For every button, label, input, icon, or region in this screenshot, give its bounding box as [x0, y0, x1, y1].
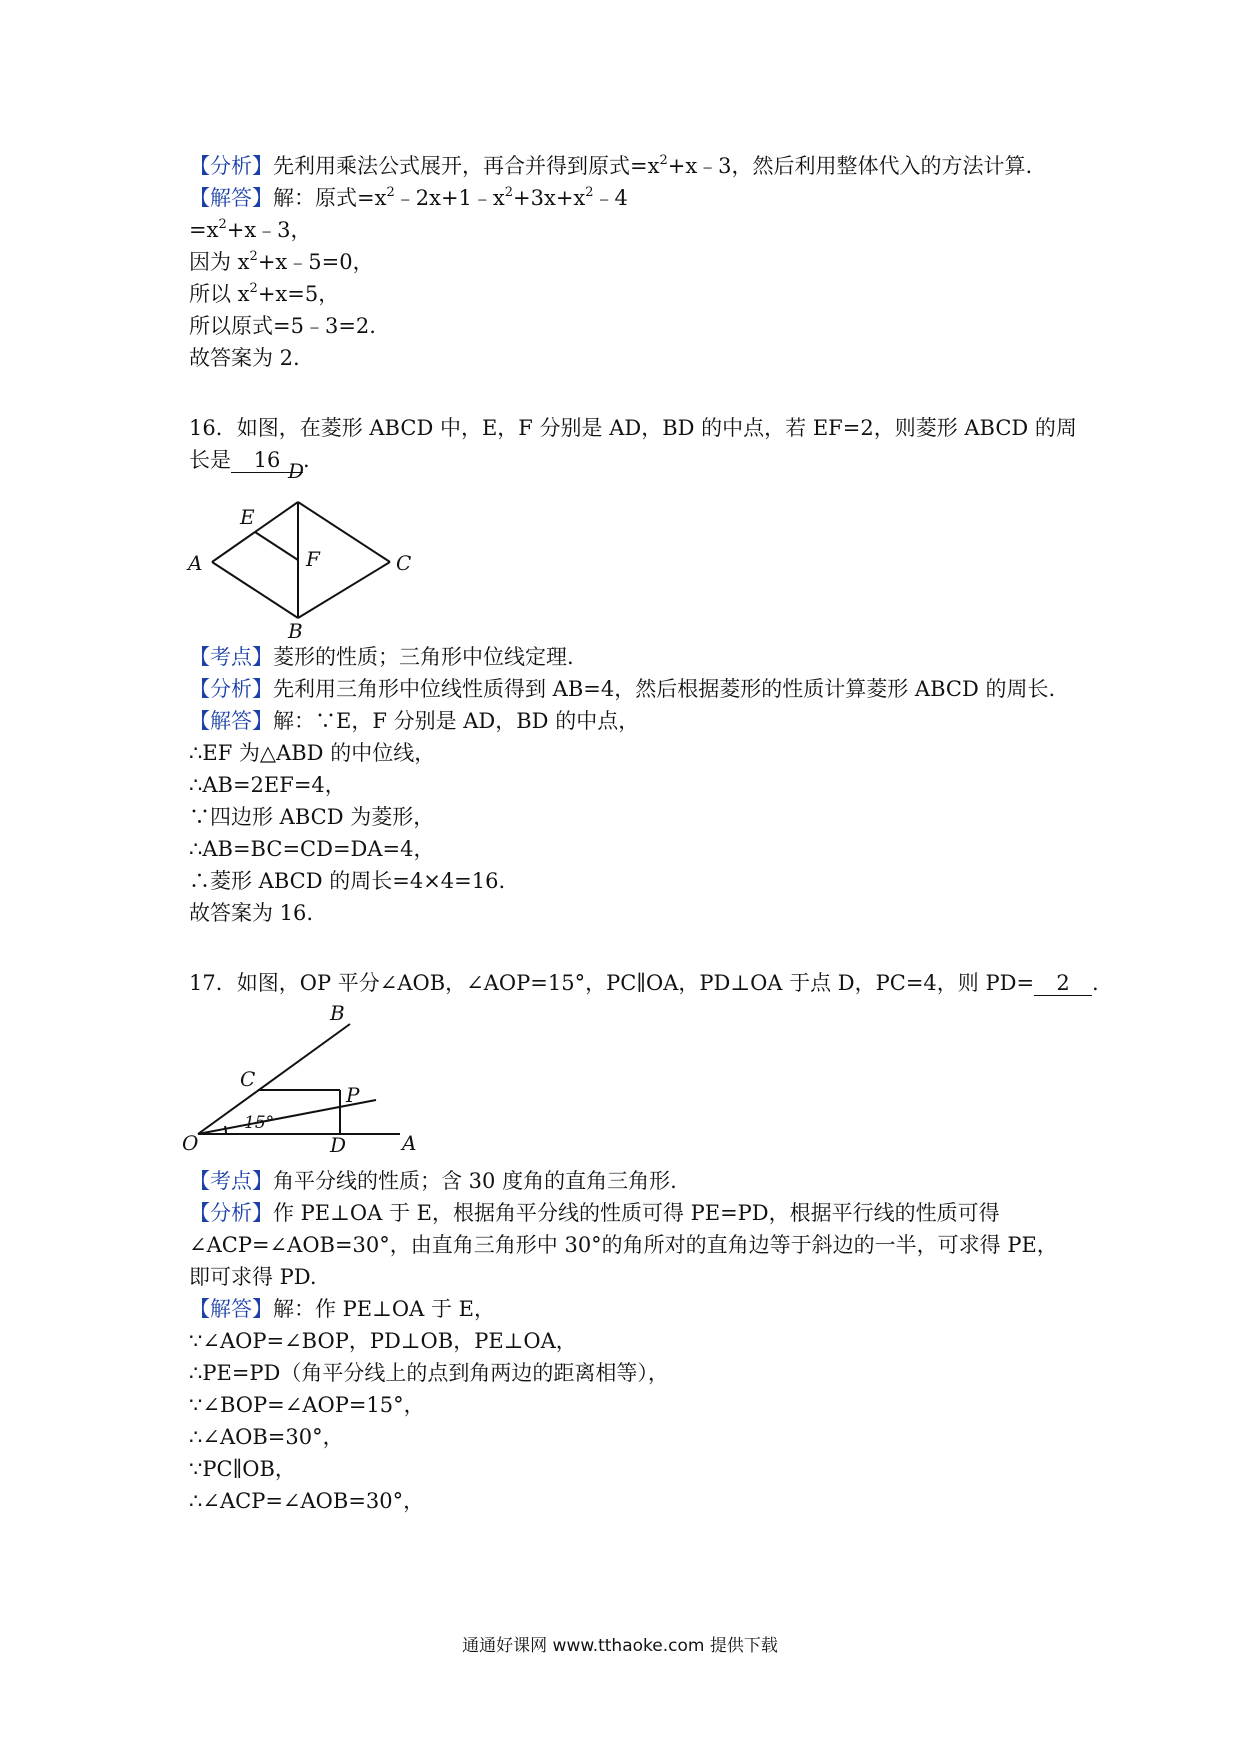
q17-analysis-cont: ∠ACP=∠AOB=30°，由直角三角形中 30°的角所对的直角边等于斜边的一半，可求得 PE，	[189, 1233, 1058, 1257]
q17-analysis-cont: 即可求得 PD.	[189, 1265, 317, 1289]
label-a: A	[188, 551, 203, 575]
q17-question: 17．如图，OP 平分∠AOB，∠AOP=15°，PC∥OA，PD⊥OA 于点 D，PC=4，则 PD= 2 .	[189, 971, 1099, 995]
label-c: C	[240, 1067, 256, 1091]
answer-blank: 2	[1034, 971, 1092, 996]
label-b: B	[330, 1001, 345, 1025]
kaodian-tag: 【考点】	[189, 645, 273, 669]
q17-kaodian: 【考点】角平分线的性质；含 30 度角的直角三角形.	[189, 1169, 677, 1193]
label-f: F	[306, 547, 320, 571]
q17-step: ∴∠ACP=∠AOB=30°，	[189, 1489, 425, 1513]
label-a: A	[402, 1131, 417, 1155]
q17-step: ∵PC∥OB，	[189, 1457, 296, 1481]
sec15-analysis: 【分析】先利用乘法公式展开，再合并得到原式$=x^2+x﹣3$，然后利用整体代入的方法计算.	[189, 153, 1033, 178]
q16-question: 16．如图，在菱形 ABCD 中，E，F 分别是 AD，BD 的中点，若 EF=2，则菱形 ABCD 的周	[189, 416, 1077, 440]
q16-analysis: 【分析】先利用三角形中位线性质得到 AB=4，然后根据菱形的性质计算菱形 ABCD 的周长.	[189, 677, 1056, 701]
analysis-tag: 【分析】	[189, 154, 273, 178]
q17-step: ∴∠AOB=30°，	[189, 1425, 344, 1449]
side-ba	[212, 562, 298, 618]
label-o: O	[182, 1131, 199, 1155]
q16-step: 故答案为 16.	[189, 901, 314, 925]
sec15-step: 因为 $x^2+x﹣5=0$，	[189, 249, 374, 274]
q16-answer: 【解答】解：∵E，F 分别是 AD，BD 的中点，	[189, 709, 640, 733]
kaodian-tag: 【考点】	[189, 1169, 273, 1193]
answer-tag: 【解答】	[189, 186, 273, 210]
answer-tag: 【解答】	[189, 1297, 273, 1321]
answer-tag: 【解答】	[189, 709, 273, 733]
label-angle: 15°	[244, 1113, 275, 1133]
label-b: B	[288, 619, 303, 643]
sec15-answer: 【解答】解：原式$=x^2﹣2x+1﹣x^2+3x+x^2﹣4$	[189, 185, 628, 210]
q16-question-cont: 长是 16 .	[189, 448, 310, 472]
segment-ef	[255, 532, 298, 560]
q17-step: ∵∠BOP=∠AOP=15°，	[189, 1393, 425, 1417]
label-p: P	[346, 1083, 360, 1107]
q17-step: ∴PE=PD（角平分线上的点到角两边的距离相等），	[189, 1361, 669, 1385]
sec15-step: 所以 $x^2+x=5$，	[189, 281, 340, 306]
sec15-step: $=x^2+x﹣3$，	[189, 217, 312, 242]
q16-step: ∴AB=2EF=4，	[189, 773, 346, 797]
q17-answer: 【解答】解：作 PE⊥OA 于 E，	[189, 1297, 495, 1321]
analysis-tag: 【分析】	[189, 1201, 273, 1225]
label-c: C	[396, 551, 412, 575]
q16-step: ∴菱形 ABCD 的周长=4×4=16.	[189, 869, 506, 893]
sec15-step: 所以原式=5﹣3=2.	[189, 314, 376, 338]
answer-blank: 16	[231, 448, 303, 473]
angle-bisector-figure	[180, 1001, 440, 1157]
label-d: D	[288, 459, 305, 483]
q16-step: ∴AB=BC=CD=DA=4，	[189, 837, 435, 861]
analysis-tag: 【分析】	[189, 677, 273, 701]
angle-arc	[225, 1126, 226, 1134]
q16-step: ∴EF 为△ABD 的中位线，	[189, 741, 436, 765]
label-d: D	[330, 1133, 347, 1157]
q17-analysis: 【分析】作 PE⊥OA 于 E，根据角平分线的性质可得 PE=PD，根据平行线的性质可得	[189, 1201, 1000, 1225]
sec15-step: 故答案为 2.	[189, 346, 300, 370]
q16-step: ∵四边形 ABCD 为菱形，	[189, 805, 435, 829]
q16-kaodian: 【考点】菱形的性质；三角形中位线定理.	[189, 645, 574, 669]
q17-step: ∵∠AOP=∠BOP，PD⊥OB，PE⊥OA，	[189, 1329, 577, 1353]
page-footer: 通通好课网 www.tthaoke.com 提供下载	[462, 1636, 778, 1656]
label-e: E	[240, 505, 255, 529]
